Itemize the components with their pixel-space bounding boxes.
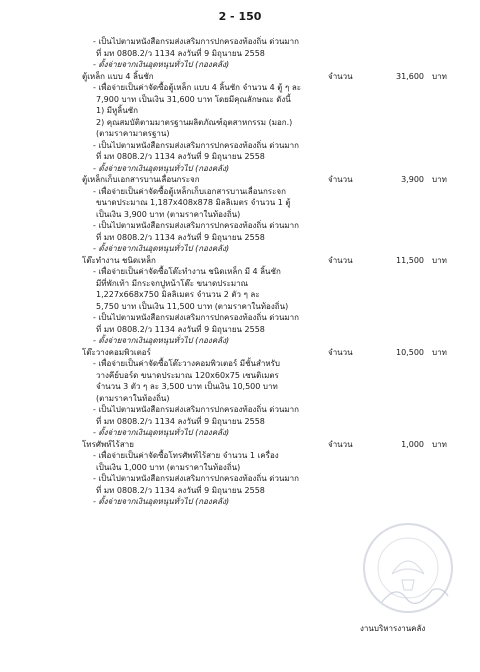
amount-unit: บาท <box>432 439 447 449</box>
item-spec-line: (ตามราคามาตรฐาน) <box>96 129 170 138</box>
top-reference-block <box>82 36 472 71</box>
item-description-line: - เพื่อจ่ายเป็นค่าจัดซื้อโต๊ะวางคอมพิวเตอร์ มีชั้นสำหรับ <box>93 359 280 368</box>
item-reference-line: ที่ มท 0808.2/ว 1134 ลงวันที่ 9 มิถุนายน 2558 <box>96 324 265 334</box>
budget-item <box>82 347 472 439</box>
item-funding-line: - ตั้งจ่ายจากเงินอุดหนุนทั่วไป (กองคลัง) <box>93 244 230 253</box>
item-spec-line: 1) มีหูลิ้นชัก <box>96 106 138 115</box>
amount-label: จำนวน <box>328 347 353 357</box>
item-description-line: วางคีย์บอร์ด ขนาดประมาณ 120x60x75 เซนติเมตร <box>96 370 279 380</box>
reference-line: ที่ มท 0808.2/ว 1134 ลงวันที่ 9 มิถุนายน 2558 <box>96 48 265 58</box>
item-funding-line: - ตั้งจ่ายจากเงินอุดหนุนทั่วไป (กองคลัง) <box>93 428 230 437</box>
item-description-line: (ตามราคาในท้องถิ่น) <box>96 393 170 403</box>
item-header-row <box>82 174 472 186</box>
item-header-row <box>82 255 472 267</box>
item-description-line: - เพื่อจ่ายเป็นค่าจัดซื้อตู้เหล็ก แบบ 4 ลิ้นชัก จำนวน 4 ตู้ ๆ ละ <box>93 83 302 92</box>
budget-item <box>82 174 472 255</box>
item-title: โต๊ะทำงาน ชนิดเหล็ก <box>82 255 156 265</box>
item-description-line: เป็นเงิน 3,900 บาท (ตามราคาในท้องถิ่น) <box>96 209 241 219</box>
item-description-line: 5,750 บาท เป็นเงิน 11,500 บาท (ตามราคาในท้องถิ่น) <box>96 301 289 311</box>
footer-department: งานบริหารงานคลัง <box>360 624 426 633</box>
item-description-line: เป็นเงิน 1,000 บาท (ตามราคาในท้องถิ่น) <box>96 462 241 472</box>
funding-source-line: - ตั้งจ่ายจากเงินอุดหนุนทั่วไป (กองคลัง) <box>93 60 230 69</box>
budget-item <box>82 71 472 175</box>
item-reference-line: ที่ มท 0808.2/ว 1134 ลงวันที่ 9 มิถุนายน 2558 <box>96 232 265 242</box>
official-seal-stamp <box>352 518 464 622</box>
item-description-line: 1,227x668x750 มิลลิเมตร จำนวน 2 ตัว ๆ ละ <box>96 290 260 299</box>
amount-value: 31,600 <box>396 71 424 81</box>
amount-value: 10,500 <box>396 347 424 357</box>
amount-unit: บาท <box>432 255 447 265</box>
item-title: โทรศัพท์ไร้สาย <box>82 439 134 449</box>
item-reference-line: - เป็นไปตามหนังสือกรมส่งเสริมการปกครองท้องถิ่น ด่วนมาก <box>93 221 300 230</box>
item-description-line: - เพื่อจ่ายเป็นค่าจัดซื้อโทรศัพท์ไร้สาย จำนวน 1 เครื่อง <box>93 451 279 460</box>
budget-item <box>82 255 472 347</box>
item-description-line: 7,900 บาท เป็นเงิน 31,600 บาท โดยมีคุณลักษณะ ดังนี้ <box>96 94 291 104</box>
amount-label: จำนวน <box>328 175 353 184</box>
item-reference-line: - เป็นไปตามหนังสือกรมส่งเสริมการปกครองท้องถิ่น ด่วนมาก <box>93 474 300 483</box>
budget-detail-content <box>82 36 472 508</box>
amount-value: 3,900 <box>401 175 424 184</box>
item-funding-line: - ตั้งจ่ายจากเงินอุดหนุนทั่วไป (กองคลัง) <box>93 497 230 506</box>
amount-unit: บาท <box>432 175 447 184</box>
item-description-line: ขนาดประมาณ 1,187x408x878 มิลลิเมตร จำนวน 1 ตู้ <box>96 198 291 207</box>
amount-label: จำนวน <box>328 255 353 265</box>
item-description-line: มีที่พักเท้า มีกระจกปูหน้าโต๊ะ ขนาดประมาณ <box>96 278 249 288</box>
seal-outer-ring <box>364 524 452 612</box>
seal-inner-ring <box>378 538 438 598</box>
item-header-row <box>82 347 472 359</box>
item-reference-line: - เป็นไปตามหนังสือกรมส่งเสริมการปกครองท้องถิ่น ด่วนมาก <box>93 140 300 150</box>
item-description-line: - เพื่อจ่ายเป็นค่าจัดซื้อโต๊ะทำงาน ชนิดเหล็ก มี 4 ลิ้นชัก <box>93 267 281 276</box>
reference-line: - เป็นไปตามหนังสือกรมส่งเสริมการปกครองท้องถิ่น ด่วนมาก <box>93 37 300 46</box>
amount-unit: บาท <box>432 347 447 357</box>
item-header-row <box>82 71 472 83</box>
item-header-row <box>82 439 472 451</box>
item-reference-line: ที่ มท 0808.2/ว 1134 ลงวันที่ 9 มิถุนายน 2558 <box>96 485 265 495</box>
amount-unit: บาท <box>432 71 447 81</box>
item-reference-line: ที่ มท 0808.2/ว 1134 ลงวันที่ 9 มิถุนายน 2558 <box>96 416 265 426</box>
item-title: โต๊ะวางคอมพิวเตอร์ <box>82 347 151 357</box>
budget-item <box>82 439 472 508</box>
amount-value: 1,000 <box>401 439 424 449</box>
page-number: 2 - 150 <box>218 10 262 23</box>
amount-value: 11,500 <box>396 255 424 265</box>
item-reference-line: ที่ มท 0808.2/ว 1134 ลงวันที่ 9 มิถุนายน 2558 <box>96 152 265 161</box>
seal-emblem <box>392 561 424 590</box>
amount-label: จำนวน <box>328 71 353 81</box>
amount-label: จำนวน <box>328 439 353 449</box>
item-spec-line: 2) คุณสมบัติตามมาตรฐานผลิตภัณฑ์อุตสาหกรรม (มอก.) <box>96 117 293 127</box>
item-description-line: - เพื่อจ่ายเป็นค่าจัดซื้อตู้เหล็กเก็บเอกสารบานเลื่อนกระจก <box>93 186 286 196</box>
item-funding-line: - ตั้งจ่ายจากเงินอุดหนุนทั่วไป (กองคลัง) <box>93 163 230 173</box>
item-funding-line: - ตั้งจ่ายจากเงินอุดหนุนทั่วไป (กองคลัง) <box>93 336 230 345</box>
item-title: ตู้เหล็กเก็บเอกสารบานเลื่อนกระจก <box>82 175 200 184</box>
item-reference-line: - เป็นไปตามหนังสือกรมส่งเสริมการปกครองท้องถิ่น ด่วนมาก <box>93 405 300 414</box>
item-reference-line: - เป็นไปตามหนังสือกรมส่งเสริมการปกครองท้องถิ่น ด่วนมาก <box>93 313 300 322</box>
item-description-line: จำนวน 3 ตัว ๆ ละ 3,500 บาท เป็นเงิน 10,500 บาท <box>96 382 278 391</box>
item-title: ตู้เหล็ก แบบ 4 ลิ้นชัก <box>82 71 154 81</box>
